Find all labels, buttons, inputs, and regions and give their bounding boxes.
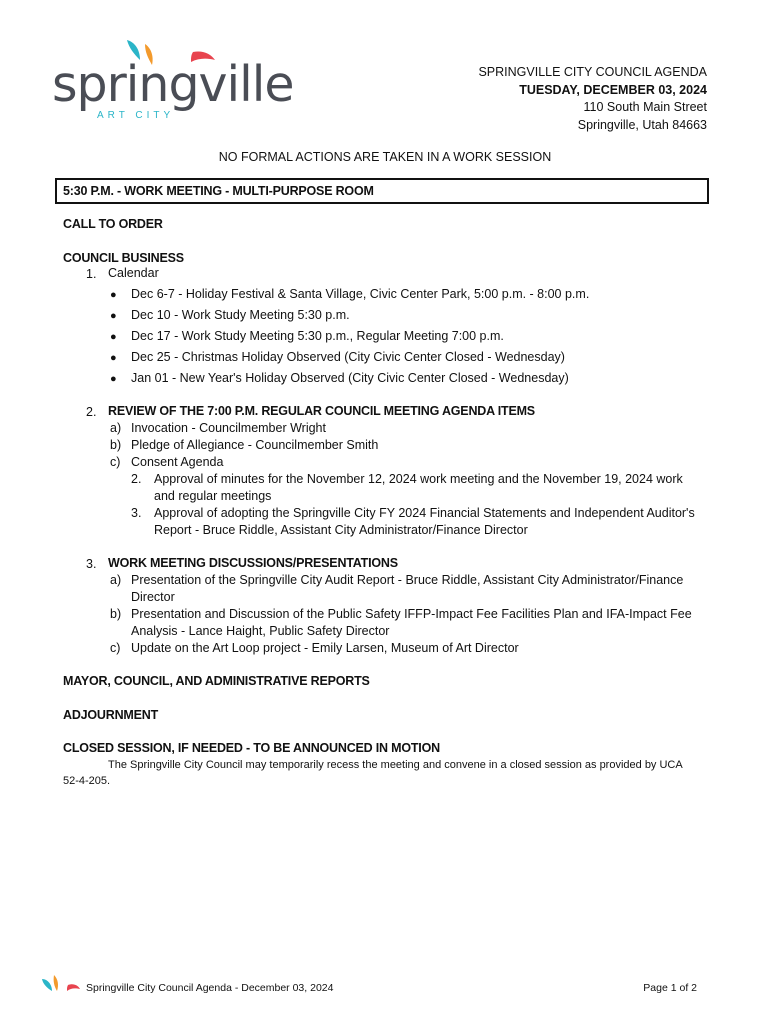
item-2-label: REVIEW OF THE 7:00 P.M. REGULAR COUNCIL MEETING AGENDA ITEMS xyxy=(108,404,535,418)
closed-session-text: The Springville City Council may temporarily recess the meeting and convene in a closed session as provided by UCA xyxy=(108,759,683,771)
item-2b-text: Pledge of Allegiance - Councilmember Smith xyxy=(131,438,379,452)
address-city: Springville, Utah 84663 xyxy=(577,117,707,132)
calendar-event: Jan 01 - New Year's Holiday Observed (City Civic Center Closed - Wednesday) xyxy=(131,371,569,385)
consent-item-number: 2. xyxy=(131,472,142,486)
closed-session-text-cont: 52-4-205. xyxy=(63,775,111,787)
meeting-heading-box xyxy=(55,178,709,204)
call-to-order-heading: CALL TO ORDER xyxy=(63,217,163,231)
springville-logo xyxy=(52,38,292,128)
bullet-icon: ● xyxy=(110,373,117,385)
address-street: 110 South Main Street xyxy=(583,100,707,114)
item-1-label: Calendar xyxy=(108,266,159,280)
agenda-title: SPRINGVILLE CITY COUNCIL AGENDA xyxy=(478,65,707,79)
item-2c-letter: c) xyxy=(110,455,121,469)
item-3b-text-cont: Analysis - Lance Haight, Public Safety Director xyxy=(131,624,390,638)
bullet-icon: ● xyxy=(110,310,117,322)
bullet-icon: ● xyxy=(110,331,117,343)
calendar-event: Dec 17 - Work Study Meeting 5:30 p.m., Regular Meeting 7:00 p.m. xyxy=(131,329,504,343)
logo-tagline: ART CITY xyxy=(97,110,175,121)
item-3-number: 3. xyxy=(86,557,97,571)
calendar-event: Dec 10 - Work Study Meeting 5:30 p.m. xyxy=(131,308,350,322)
item-3a-text-cont: Director xyxy=(131,590,175,604)
work-session-notice: NO FORMAL ACTIONS ARE TAKEN IN A WORK SESSION xyxy=(218,150,552,164)
consent-item-text-cont: Report - Bruce Riddle, Assistant City Administrator/Finance Director xyxy=(154,523,528,537)
item-3a-text: Presentation of the Springville City Audit Report - Bruce Riddle, Assistant City Administrator/Finance xyxy=(131,573,684,587)
item-2b-letter: b) xyxy=(110,438,122,452)
item-2a-text: Invocation - Councilmember Wright xyxy=(131,421,326,435)
footer-title: Springville City Council Agenda - December 03, 2024 xyxy=(86,982,334,994)
consent-item-number: 3. xyxy=(131,506,142,520)
footer-logo-icon xyxy=(40,973,82,995)
consent-item-text: Approval of minutes for the November 12, 2024 work meeting and the November 19, 2024 work xyxy=(154,472,683,486)
item-3a-letter: a) xyxy=(110,573,122,587)
agenda-header xyxy=(478,64,707,134)
consent-item-text-cont: and regular meetings xyxy=(154,489,272,503)
item-3-label: WORK MEETING DISCUSSIONS/PRESENTATIONS xyxy=(108,556,398,570)
item-2a-letter: a) xyxy=(110,421,122,435)
bullet-icon: ● xyxy=(110,289,117,301)
item-3b-letter: b) xyxy=(110,607,122,621)
item-2-number: 2. xyxy=(86,405,97,419)
item-3c-letter: c) xyxy=(110,641,121,655)
calendar-event: Dec 6-7 - Holiday Festival & Santa Village, Civic Center Park, 5:00 p.m. - 8:00 p.m. xyxy=(131,287,590,301)
item-3b-text: Presentation and Discussion of the Public Safety IFFP-Impact Fee Facilities Plan and IFA-Impact Fee xyxy=(131,607,692,621)
consent-item-text: Approval of adopting the Springville City FY 2024 Financial Statements and Independent Auditor's xyxy=(154,506,695,520)
meeting-date: TUESDAY, DECEMBER 03, 2024 xyxy=(519,82,707,97)
council-business-heading: COUNCIL BUSINESS xyxy=(63,251,184,265)
adjournment-heading: ADJOURNMENT xyxy=(63,708,159,722)
logo-wordmark: springville xyxy=(52,56,294,113)
page-number: Page 1 of 2 xyxy=(643,982,697,994)
item-3c-text: Update on the Art Loop project - Emily Larsen, Museum of Art Director xyxy=(131,641,519,655)
bullet-icon: ● xyxy=(110,352,117,364)
reports-heading: MAYOR, COUNCIL, AND ADMINISTRATIVE REPORTS xyxy=(63,674,370,688)
closed-session-heading: CLOSED SESSION, IF NEEDED - TO BE ANNOUNCED IN MOTION xyxy=(63,741,440,755)
item-1-number: 1. xyxy=(86,267,97,281)
meeting-heading: 5:30 P.M. - WORK MEETING - MULTI-PURPOSE ROOM xyxy=(63,184,374,198)
item-2c-text: Consent Agenda xyxy=(131,455,224,469)
calendar-event: Dec 25 - Christmas Holiday Observed (City Civic Center Closed - Wednesday) xyxy=(131,350,565,364)
